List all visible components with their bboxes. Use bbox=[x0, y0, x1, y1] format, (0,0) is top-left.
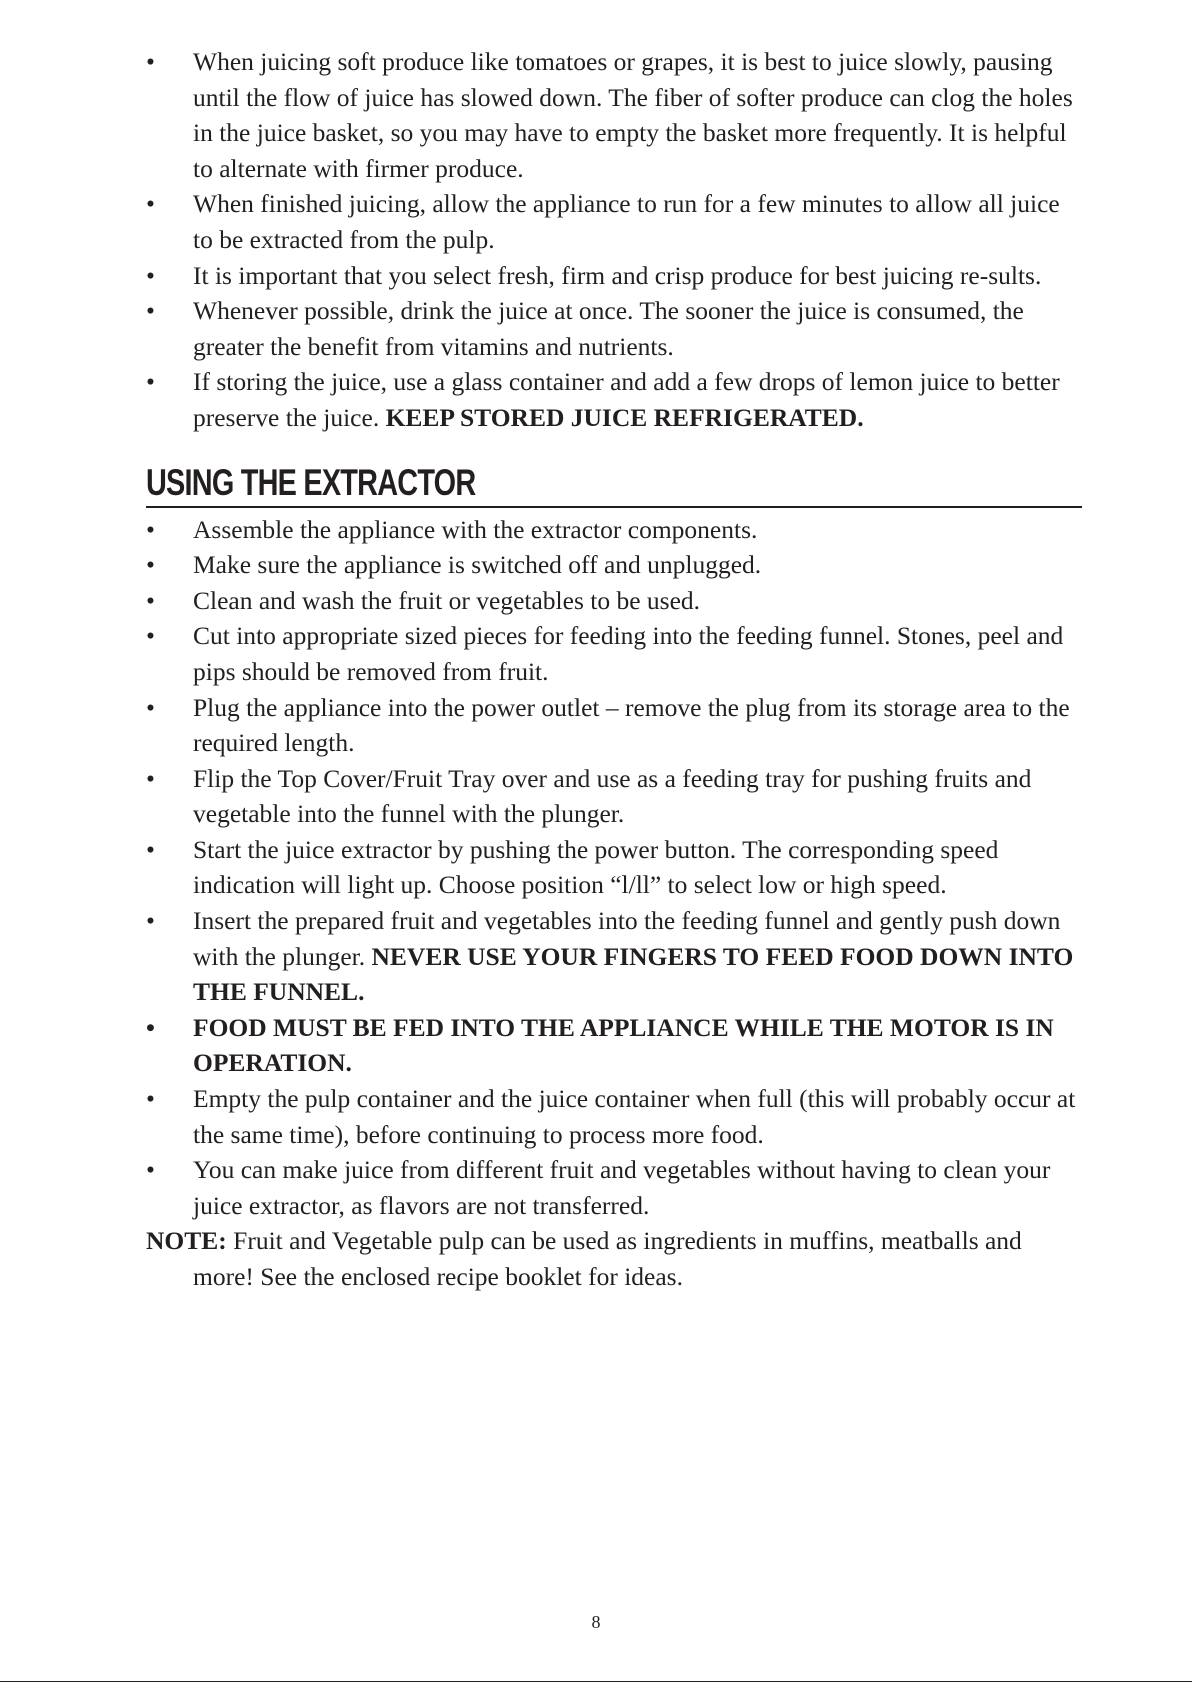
bullet: • bbox=[146, 692, 155, 722]
bullet: • bbox=[146, 296, 155, 326]
tip-text: Whenever possible, drink the juice at once. The sooner the juice is consumed, the greater the benefit from vitamins and nutrients. bbox=[193, 296, 1024, 361]
bullet: • bbox=[146, 621, 155, 651]
step-text: Flip the Top Cover/Fruit Tray over and use as a feeding tray for pushing fruits and vegetable into the funnel with the plunger. bbox=[193, 763, 1032, 829]
bullet: • bbox=[146, 1012, 155, 1042]
tip-text: When finished juicing, allow the appliance to run for a few minutes to allow all juice to be extracted from the pulp. bbox=[193, 189, 1060, 254]
list-item bbox=[146, 690, 1082, 761]
extractor-steps-list bbox=[146, 512, 1082, 1224]
juicing-tips-list bbox=[146, 44, 1082, 436]
bullet: • bbox=[146, 550, 155, 580]
motor-warning: FOOD MUST BE FED INTO THE APPLIANCE WHILE THE MOTOR IS IN OPERATION. bbox=[193, 1012, 1054, 1078]
step-text: Empty the pulp container and the juice container when full (this will probably occur at the same time), before continuing to process more food. bbox=[193, 1084, 1076, 1149]
list-item bbox=[146, 364, 1082, 435]
fingers-warning: NEVER USE YOUR FINGERS TO FEED FOOD DOWN INTO THE FUNNEL. bbox=[193, 941, 1074, 1007]
bullet: • bbox=[146, 1155, 155, 1185]
bottom-divider bbox=[0, 1681, 1192, 1682]
bullet: • bbox=[146, 906, 155, 936]
step-text: Cut into appropriate sized pieces for feeding into the feeding funnel. Stones, peel and pips should be removed from fruit. bbox=[193, 621, 1064, 686]
bullet: • bbox=[146, 514, 155, 544]
note-paragraph bbox=[146, 1223, 1082, 1294]
bullet: • bbox=[146, 47, 155, 76]
list-item bbox=[146, 293, 1082, 364]
list-item bbox=[146, 761, 1082, 832]
step-text: Plug the appliance into the power outlet – remove the plug from its storage area to the required length. bbox=[193, 692, 1070, 758]
page-number: 8 bbox=[591, 1612, 601, 1632]
list-item bbox=[146, 547, 1082, 583]
note-label: NOTE: bbox=[146, 1226, 227, 1256]
list-item bbox=[146, 512, 1082, 548]
bullet: • bbox=[146, 585, 155, 615]
bullet: • bbox=[146, 1084, 155, 1114]
step-text: You can make juice from different fruit and vegetables without having to clean your juice extractor, as flavors are not transferred. bbox=[193, 1155, 1051, 1220]
bullet: • bbox=[146, 763, 155, 793]
section-heading bbox=[146, 456, 1082, 508]
step-text: Insert the prepared fruit and vegetables into the feeding funnel and gently push down with the plunger. bbox=[193, 906, 1061, 971]
refrigerate-warning: KEEP STORED JUICE REFRIGERATED. bbox=[385, 402, 864, 432]
step-text: Clean and wash the fruit or vegetables to be used. bbox=[193, 585, 701, 615]
tip-text: It is important that you select fresh, firm and crisp produce for best juicing re-sults. bbox=[193, 260, 1042, 290]
section-title: USING THE EXTRACTOR bbox=[146, 461, 476, 503]
list-item bbox=[146, 832, 1082, 903]
list-item bbox=[146, 186, 1082, 257]
bullet: • bbox=[146, 189, 155, 219]
bullet: • bbox=[146, 260, 155, 290]
page-content bbox=[146, 44, 1082, 1295]
tip-text: When juicing soft produce like tomatoes or grapes, it is best to juice slowly, pausing until the flow of juice has slowed down. The fiber of softer produce can clog the holes in the juice basket, so you may have to empty the basket more frequently. It is helpful to alternate with firmer produce. bbox=[193, 47, 1073, 183]
list-item bbox=[146, 1152, 1082, 1223]
step-text: Assemble the appliance with the extractor components. bbox=[193, 514, 758, 544]
list-item bbox=[146, 903, 1082, 1010]
list-item bbox=[146, 583, 1082, 619]
note-text: Fruit and Vegetable pulp can be used as ingredients in muffins, meatballs and more! See the enclosed recipe booklet for ideas. bbox=[193, 1226, 1022, 1291]
list-item bbox=[146, 44, 1082, 186]
list-item bbox=[146, 618, 1082, 689]
bullet: • bbox=[146, 834, 155, 864]
tip-text: If storing the juice, use a glass container and add a few drops of lemon juice to better preserve the juice. bbox=[193, 367, 1060, 432]
step-text: Start the juice extractor by pushing the power button. The corresponding speed indication will light up. Choose position “l/ll” to select low or high speed. bbox=[193, 834, 999, 900]
list-item bbox=[146, 258, 1082, 294]
bullet: • bbox=[146, 367, 155, 397]
step-text: Make sure the appliance is switched off and unplugged. bbox=[193, 550, 762, 580]
list-item bbox=[146, 1081, 1082, 1152]
list-item bbox=[146, 1010, 1082, 1081]
